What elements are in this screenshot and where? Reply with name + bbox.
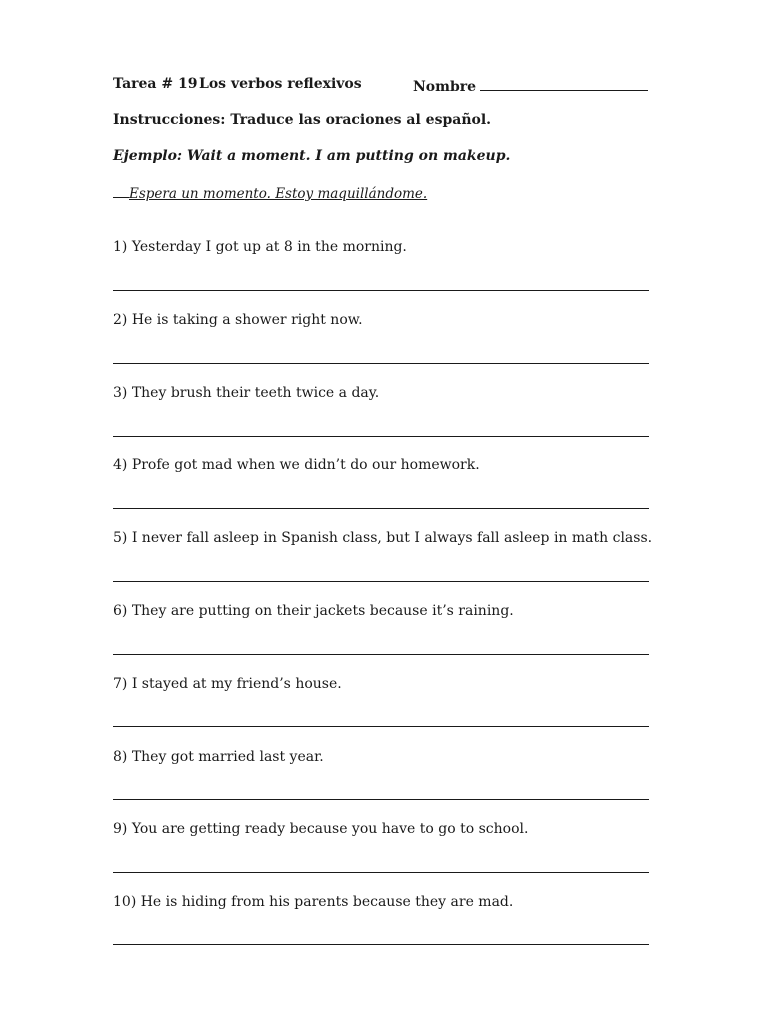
assignment-number: Tarea # 19 xyxy=(113,76,198,92)
question-4: 4) Profe got mad when we didn’t do our homework. xyxy=(113,457,480,473)
name-field[interactable] xyxy=(413,76,648,95)
answer-line-4[interactable] xyxy=(113,508,649,509)
question-3: 3) They brush their teeth twice a day. xyxy=(113,385,380,401)
header-row xyxy=(113,76,653,96)
instructions: Instrucciones: Traduce las oraciones al español. xyxy=(113,112,492,128)
answer-line-2[interactable] xyxy=(113,363,649,364)
worksheet-topic: Los verbos reflexivos xyxy=(199,76,362,92)
question-5: 5) I never fall asleep in Spanish class, but I always fall asleep in math class. xyxy=(113,530,653,546)
example-prompt: Ejemplo: Wait a moment. I am putting on makeup. xyxy=(113,148,511,164)
answer-line-9[interactable] xyxy=(113,872,649,873)
question-7: 7) I stayed at my friend’s house. xyxy=(113,676,342,692)
answer-line-7[interactable] xyxy=(113,726,649,727)
example-answer xyxy=(113,184,427,202)
name-label: Nombre xyxy=(413,79,477,95)
question-8: 8) They got married last year. xyxy=(113,749,324,765)
answer-line-6[interactable] xyxy=(113,654,649,655)
question-6: 6) They are putting on their jackets because it’s raining. xyxy=(113,603,514,619)
answer-line-5[interactable] xyxy=(113,581,649,582)
question-10: 10) He is hiding from his parents because they are mad. xyxy=(113,894,514,910)
worksheet-page xyxy=(113,0,653,1024)
answer-line-8[interactable] xyxy=(113,799,649,800)
question-2: 2) He is taking a shower right now. xyxy=(113,312,363,328)
example-answer-text: Espera un momento. Estoy maquillándome. xyxy=(129,186,428,202)
question-1: 1) Yesterday I got up at 8 in the morning. xyxy=(113,239,407,255)
name-blank-line[interactable] xyxy=(480,76,648,91)
answer-line-1[interactable] xyxy=(113,290,649,291)
answer-line-3[interactable] xyxy=(113,436,649,437)
question-9: 9) You are getting ready because you have to go to school. xyxy=(113,821,529,837)
answer-line-10[interactable] xyxy=(113,944,649,945)
example-answer-lead-line xyxy=(113,184,129,198)
